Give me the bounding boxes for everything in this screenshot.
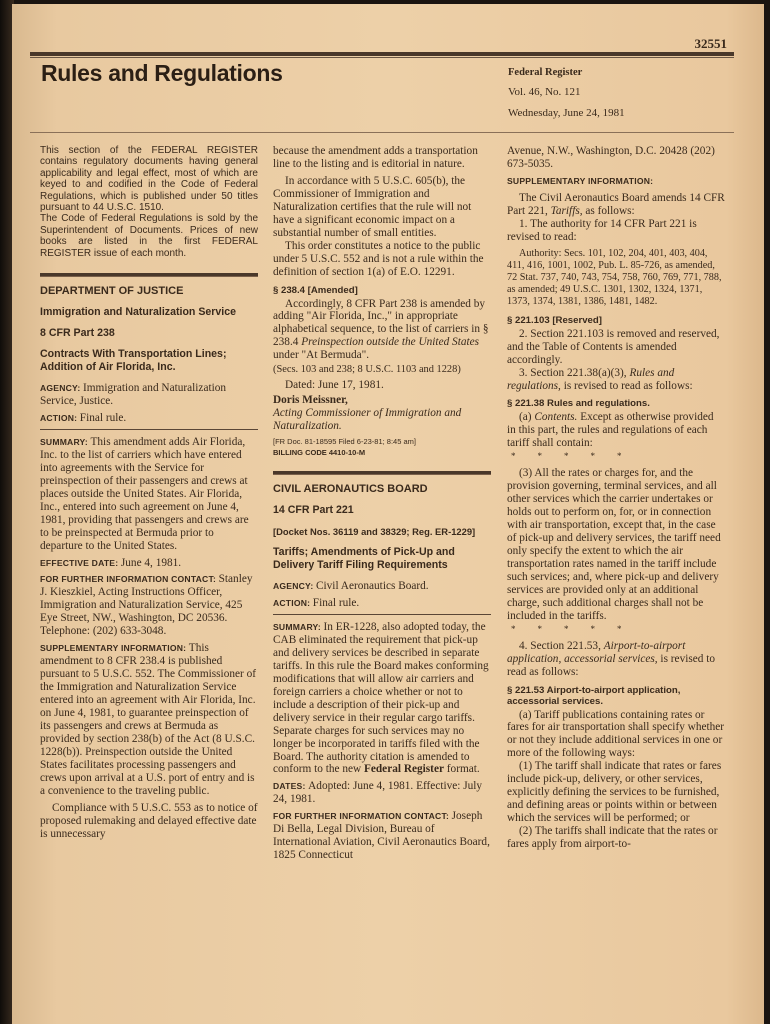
text-run: The Code of Federal Regulations is sold by the Superintendent of Documents. Prices of new books are listed in the first FEDERAL REGISTER issue of each month. (40, 213, 258, 259)
text-run: ***** (511, 451, 644, 462)
volume-number: Vol. 46, No. 121 (508, 86, 581, 98)
column-3 (507, 145, 725, 851)
text-run: 3. Section 221.38(a)(3), (519, 366, 630, 379)
text-run: because the amendment adds a transportation line to the listing and is editorial in nature. (273, 145, 478, 170)
paragraph (40, 642, 258, 797)
text-run: is revised to read as follows: (507, 652, 716, 678)
heading (273, 483, 491, 495)
text-run: Contents. (534, 411, 578, 424)
text-run: is revised to read as follows: (560, 379, 693, 392)
text-run: Final rule. (312, 597, 360, 610)
issue-date: Wednesday, June 24, 1981 (508, 107, 625, 119)
text-run: [Docket Nos. 36119 and 38329; Reg. ER-1229] (273, 526, 476, 538)
text-run: 2. Section 221.103 is removed and reserved, and the Table of Contents is amended accordingly. (507, 327, 720, 366)
column-1 (40, 145, 258, 841)
heading (40, 306, 258, 319)
paragraph (273, 298, 491, 363)
text-run: This amendment adds Air Florida, Inc. to the list of carriers which have entered into agreements with the Service for preinspection of their passengers and crews at places outside the United States. Air Florida, Inc., entered into such agreement on June 4, 1981, providing that passengers and crews are to be preinspected at Bermuda prior to departure to the United States. (40, 435, 249, 552)
paragraph (273, 580, 491, 593)
heading (507, 685, 725, 707)
column-divider (273, 471, 491, 475)
text-run: 8 CFR Part 238 (40, 327, 115, 340)
paragraph (273, 240, 491, 279)
paragraph (40, 382, 258, 408)
heading (273, 504, 491, 517)
text-run: Contracts With Transportation Lines; Addition of Air Florida, Inc. (40, 348, 227, 374)
page-number: 32551 (694, 36, 727, 51)
text-run: Final rule. (79, 411, 127, 424)
paragraph (507, 175, 725, 188)
paragraph (40, 557, 258, 570)
text-run: Compliance with 5 U.S.C. 553 as to notice of proposed rulemaking and delayed effective date is unnecessary (40, 801, 258, 840)
text-run: Doris Meissner, (273, 394, 348, 407)
text-run: § 221.103 [Reserved] (507, 314, 602, 326)
paragraph (273, 407, 491, 433)
text-run: 1. The authority for 14 CFR Part 221 is revised to read: (507, 217, 697, 243)
text-run: Rules and regulations, (507, 366, 675, 392)
heading (40, 327, 258, 340)
heading (40, 348, 258, 374)
text-run: DEPARTMENT OF JUSTICE (40, 285, 184, 298)
text-run: (1) The tariff shall indicate that rates or fares include pick-up, delivery, or other services, explicitly defining the services to be furnished, and defining areas or points within or between which the services will be performed; or (507, 760, 722, 825)
text-run: Federal Register (363, 763, 444, 776)
paragraph (273, 379, 491, 392)
field-label: SUMMARY: (40, 436, 91, 447)
text-run: Immigration and Naturalization Service, Justice. (40, 382, 227, 408)
heading (40, 285, 258, 297)
text-run: Tariffs; Amendments of Pick-Up and Delivery Tariff Filing Requirements (273, 546, 455, 572)
text-run: Stanley J. Kieszkiel, Acting Instructions Officer, Immigration and Naturalization Service, 425 Eye Street, NW., Washington, DC 20536. Telephone: (202) 633-3048. (40, 573, 253, 638)
text-run: (3) All the rates or charges for, and the provision governing, terminal services, and all other services which the carrier undertakes or holds out to perform on, for, or in connection with air transportation, except that, in the case of pick-up and delivery services, the tariff need only specify the extent to which the air transportation rates named in the tariff include such services; and, where pick-up and delivery services are provided only at an additional charge, such additional charges shall not be included in the tariffs. (507, 467, 721, 622)
field-label: SUMMARY: (273, 621, 324, 632)
paragraph (507, 218, 725, 244)
text-run: ***** (511, 623, 644, 634)
field-label: ACTION: (273, 598, 313, 609)
text-run: 14 CFR Part 221 (273, 504, 354, 517)
text-run: June 4, 1981. (120, 556, 182, 569)
text-run: Avenue, N.W., Washington, D.C. 20428 (202) 673-5035. (507, 145, 715, 170)
text-run: Dated: June 17, 1981. (285, 379, 384, 392)
paragraph (273, 394, 491, 407)
text-run: (Secs. 103 and 238; 8 U.S.C. 1103 and 1228) (273, 364, 461, 376)
publication-name: Federal Register (508, 67, 583, 78)
paragraph (40, 802, 258, 841)
text-run: (a) (519, 411, 535, 424)
field-label: AGENCY: (40, 383, 83, 394)
paragraph (40, 213, 258, 259)
text-run: Preinspection outside the United States (301, 336, 480, 349)
text-run: 4. Section 221.53, (519, 639, 604, 652)
text-run: BILLING CODE 4410-10-M (273, 448, 366, 458)
column-divider (40, 429, 258, 430)
text-run: Immigration and Naturalization Service (40, 306, 237, 319)
field-label: SUPPLEMENTARY INFORMATION: (507, 175, 654, 186)
text-run: Tariffs, (550, 204, 583, 217)
text-run: Civil Aeronautics Board. (315, 580, 429, 593)
text-run: The Civil Aeronautics Board amends 14 CFR Part 221, (507, 191, 725, 217)
text-run: This amendment to 8 CFR 238.4 is published pursuant to 5 U.S.C. 552. The Commissioner of the Immigration and Naturalization Service entered into an agreement with Air Florida, Inc. on June 4, 1981, to guarantee preinspection of its passengers and crews at Bermuda as provided by section 238(b) of the Act (8 U.S.C. 1228(b)). Preinspection outside the United States facilitates processing passengers and crews upon arrival at a U.S. port of entry and is a convenience to the traveling public. (40, 642, 256, 797)
paragraph (273, 437, 491, 446)
paragraph (40, 412, 258, 425)
paragraph (507, 709, 725, 761)
paragraph (511, 450, 725, 463)
column-divider (273, 614, 491, 615)
text-run: § 221.38 Rules and regulations. (507, 398, 650, 410)
paragraph (511, 623, 725, 636)
paragraph (40, 573, 258, 638)
paragraph (273, 621, 491, 776)
heading (273, 546, 491, 572)
text-run: under "At Bermuda". (273, 349, 370, 362)
section-title: Rules and Regulations (41, 60, 283, 86)
text-run: Acting Commissioner of Immigration and Naturalization. (273, 407, 462, 433)
paragraph (273, 145, 491, 171)
paragraph (507, 192, 725, 218)
header-rule-thin (30, 57, 734, 58)
text-run: In accordance with 5 U.S.C. 605(b), the Commissioner of Immigration and Naturalization certifies that the rule will not have a significant economic impact on a substantial number of small entities. (273, 174, 472, 239)
field-label: AGENCY: (273, 581, 316, 592)
field-label: SUPPLEMENTARY INFORMATION: (40, 643, 189, 654)
paragraph (507, 328, 725, 367)
paragraph (273, 364, 491, 377)
text-run: Except as otherwise provided in this part, the rules and regulations of each tariff shall contain: (507, 411, 714, 450)
text-run: This section of the FEDERAL REGISTER contains regulatory documents having general applicability and legal effect, most of which are keyed to and codified in the Code of Federal Regulations, which is published under 50 titles pursuant to 44 U.S.C. 1510. (40, 145, 258, 214)
paragraph (507, 467, 725, 622)
text-run: § 238.4 [Amended] (273, 284, 358, 296)
column-divider (40, 273, 258, 277)
heading (507, 315, 725, 326)
heading (507, 398, 725, 409)
text-run: In ER-1228, also adopted today, the CAB eliminated the requirement that pick-up and delivery services be described in separate tariffs. In this rule the Board makes conforming modifications that will allow air carriers and foreign carriers a choice whether or not to include a description of their pick-up and delivery service in their regular cargo tariffs. Separate charges for such services may no longer be incorporated in tariffs filed with the Board. The authority citation is amended to conform to the new (273, 620, 489, 776)
paragraph (507, 145, 725, 171)
paragraph (507, 640, 725, 679)
text-run: Accordingly, 8 CFR Part 238 is amended by adding "Air Florida, Inc.," in appropriate alphabetical sequence, to the list of carriers in § 238.4 (273, 297, 489, 349)
text-run: Authority: Secs. 101, 102, 204, 401, 403, 404, 411, 416, 1001, 1002, Pub. L. 85-726, as amended, 72 Stat. 737, 740, 743, 754, 758, 760, 769, 771, 788, as amended; 49 U.S.C. 1301, 1302, 1324, 1371, 1373, 1374, 1381, 1386, 1481, 1482. (507, 247, 722, 308)
heading (273, 285, 491, 296)
paragraph (273, 175, 491, 240)
header-divider (30, 132, 734, 133)
paragraph (507, 825, 725, 851)
text-run: format. (443, 763, 480, 776)
paragraph (273, 448, 491, 457)
field-label: FOR FURTHER INFORMATION CONTACT: (273, 811, 452, 822)
text-run: [FR Doc. 81-18595 Filed 6-23-81; 8:45 am] (273, 437, 416, 447)
header-rule (30, 52, 734, 56)
field-label: ACTION: (40, 412, 80, 423)
field-label: DATES: (273, 781, 309, 792)
paragraph (40, 145, 258, 213)
text-run: (2) The tariffs shall indicate that the rates or fares apply from airport-to- (507, 825, 718, 851)
paragraph (273, 780, 491, 806)
paragraph (507, 760, 725, 825)
field-label: EFFECTIVE DATE: (40, 557, 121, 568)
text-run: Airport-to-airport application, accessorial services, (507, 639, 686, 665)
text-run: This order constitutes a notice to the public under 5 U.S.C. 552 and is not a rule within the definition of section 1(a) of E.O. 12291. (273, 239, 484, 278)
paragraph (507, 367, 725, 393)
text-run: (a) Tariff publications containing rates or fares for air transportation shall specify whether or not they include additional services in one or more of the following ways: (507, 708, 725, 760)
paragraph (273, 810, 491, 862)
paragraph (507, 411, 725, 450)
text-run: as follows: (582, 204, 635, 217)
column-2 (273, 145, 491, 866)
text-run: CIVIL AERONAUTICS BOARD (273, 483, 428, 496)
heading (273, 525, 491, 538)
text-run: Joseph Di Bella, Legal Division, Bureau of International Aviation, Civil Aeronautics Board, 1825 Connecticut (273, 810, 490, 862)
text-run: § 221.53 Airport-to-airport application, accessorial services. (507, 684, 681, 707)
paragraph (40, 436, 258, 553)
field-label: FOR FURTHER INFORMATION CONTACT: (40, 574, 219, 585)
paragraph (273, 597, 491, 610)
text-run: Adopted: June 4, 1981. Effective: July 24, 1981. (273, 780, 483, 806)
paragraph (507, 248, 725, 309)
